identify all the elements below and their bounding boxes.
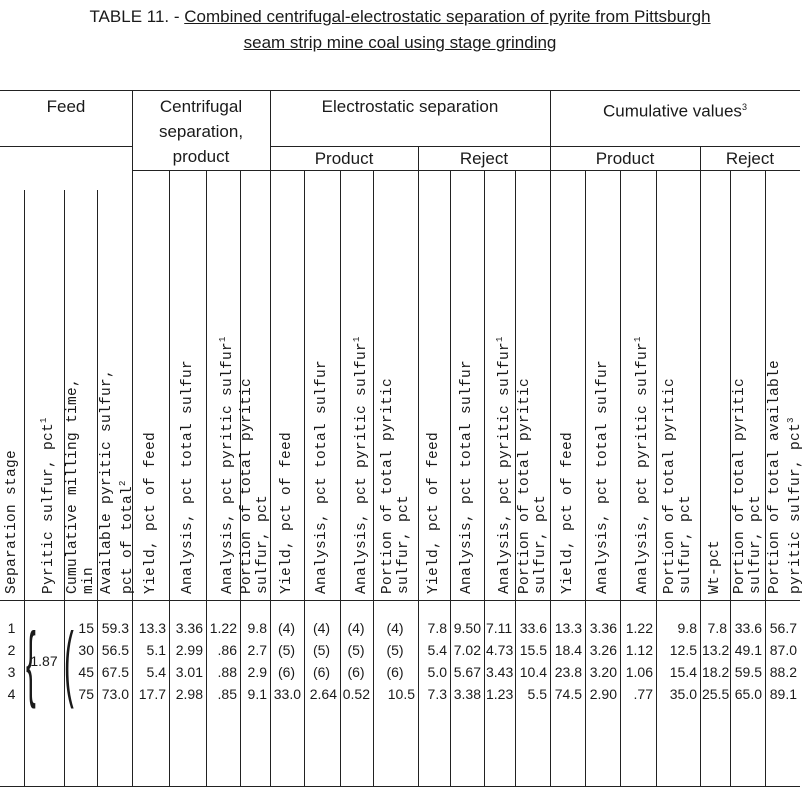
cell-cr_wt-row-4: 25.5 bbox=[702, 686, 730, 702]
cell-avail-row-1: 59.3 bbox=[101, 620, 129, 636]
col-header-c_port-l2: sulfur, pct bbox=[255, 494, 271, 594]
cell-cp_port-row-1: 9.8 bbox=[677, 620, 697, 636]
group-cum-product: Product bbox=[595, 149, 655, 168]
col-header-avail-l2: pct of total$^2$ bbox=[117, 480, 136, 594]
cell-ep_yield-row-2: (5) bbox=[277, 642, 296, 658]
col-header-cp_ps: Analysis, pct pyritic sulfur$^1$ bbox=[633, 336, 651, 594]
group-centrifugal-l3: product bbox=[172, 147, 230, 166]
col-header-c_yield: Yield, pct of feed bbox=[142, 431, 159, 594]
cell-c_ps-row-3: .88 bbox=[217, 664, 237, 680]
cell-ep_yield-row-4: 33.0 bbox=[273, 686, 301, 702]
cell-cp_ts-row-4: 2.90 bbox=[589, 686, 617, 702]
cell-er_ts-row-4: 3.38 bbox=[453, 686, 481, 702]
bottom-rule bbox=[0, 786, 800, 787]
footnote-mark: 2 bbox=[117, 480, 128, 486]
cell-cr_avail-row-2: 87.0 bbox=[769, 642, 797, 658]
col-header-pyr_s: Pyritic sulfur, pct$^1$ bbox=[39, 417, 57, 594]
cell-cr_wt-row-1: 7.8 bbox=[707, 620, 727, 636]
cell-c_yield-row-4: 17.7 bbox=[138, 686, 166, 702]
cell-er_ps-row-3: 3.43 bbox=[486, 664, 514, 680]
footnote-mark: 1 bbox=[218, 336, 228, 342]
column-divider-cp_yield bbox=[585, 170, 586, 786]
cell-c_ts-row-4: 2.98 bbox=[175, 686, 203, 702]
cell-cr_port-row-1: 33.6 bbox=[734, 620, 762, 636]
cell-ep_yield-row-1: (4) bbox=[277, 620, 296, 636]
cell-cp_port-row-4: 35.0 bbox=[669, 686, 697, 702]
cell-cp_port-row-3: 15.4 bbox=[669, 664, 697, 680]
cell-c_ps-row-2: .86 bbox=[217, 642, 237, 658]
cell-c_ts-row-2: 2.99 bbox=[175, 642, 203, 658]
cell-c_port-row-1: 9.8 bbox=[247, 620, 267, 636]
top-rule bbox=[0, 90, 800, 91]
cell-cr_port-row-2: 49.1 bbox=[734, 642, 762, 658]
col-header-stage: Separation stage bbox=[4, 449, 20, 594]
cell-cp_ps-row-4: .77 bbox=[633, 686, 653, 702]
cell-stage-row-3: 3 bbox=[7, 664, 16, 680]
data-table bbox=[0, 88, 803, 788]
cell-er_ps-row-1: 7.11 bbox=[486, 620, 513, 636]
cell-er_ts-row-1: 9.50 bbox=[453, 620, 481, 636]
cell-ep_ps-row-1: (4) bbox=[347, 620, 365, 636]
cell-stage-row-2: 2 bbox=[7, 642, 16, 658]
col-header-er_yield: Yield, pct of feed bbox=[426, 431, 442, 594]
col-header-ep_ts: Analysis, pct total sulfur bbox=[314, 359, 330, 594]
cell-c_yield-row-3: 5.4 bbox=[146, 664, 166, 680]
col-header-er_port: Portion of total pyritic bbox=[516, 377, 533, 594]
cell-ep_ps-row-3: (6) bbox=[347, 664, 365, 680]
column-divider-er_ts bbox=[484, 170, 485, 786]
group-es-product: Product bbox=[314, 149, 374, 168]
cell-cr_avail-row-4: 89.1 bbox=[769, 686, 797, 702]
cell-avail-row-4: 73.0 bbox=[101, 686, 129, 702]
cell-ep_port-row-3: (6) bbox=[386, 664, 404, 680]
col-header-ep_port-l2: sulfur, pct bbox=[395, 494, 412, 594]
col-header-mill: Cumulative milling time, bbox=[64, 377, 81, 594]
column-divider-er_port bbox=[550, 90, 551, 786]
col-header-c_port: Portion of total pyritic bbox=[239, 377, 255, 594]
cell-cp_ps-row-3: 1.06 bbox=[625, 664, 653, 680]
column-divider-cr_port bbox=[765, 170, 766, 786]
col-header-cp_ts: Analysis, pct total sulfur bbox=[594, 359, 611, 594]
brace-right: ( bbox=[64, 615, 74, 709]
cell-mill-row-1: 15 bbox=[78, 620, 94, 636]
column-divider-c_yield bbox=[169, 170, 170, 786]
cell-cr_avail-row-3: 88.2 bbox=[769, 664, 797, 680]
title-line-2: seam strip mine coal using stage grinding bbox=[243, 33, 557, 52]
column-divider-cp_ps bbox=[656, 170, 657, 786]
cell-er_port-row-2: 15.5 bbox=[519, 642, 547, 658]
cell-cr_avail-row-1: 56.7 bbox=[769, 620, 797, 636]
cell-er_yield-row-3: 5.0 bbox=[427, 664, 447, 680]
cell-cp_ts-row-1: 3.36 bbox=[589, 620, 617, 636]
cell-c_yield-row-1: 13.3 bbox=[138, 620, 166, 636]
cell-er_port-row-1: 33.6 bbox=[519, 620, 547, 636]
cell-cp_yield-row-2: 18.4 bbox=[554, 642, 582, 658]
cell-cr_port-row-3: 59.5 bbox=[734, 664, 762, 680]
col-header-cp_port: Portion of total pyritic bbox=[662, 377, 678, 594]
col-header-cr_avail: Portion of total available bbox=[766, 359, 783, 594]
cell-ep_port-row-1: (4) bbox=[386, 620, 404, 636]
col-header-er_ts: Analysis, pct total sulfur bbox=[459, 359, 475, 594]
cell-cp_yield-row-4: 74.5 bbox=[554, 686, 582, 702]
cell-avail-row-2: 56.5 bbox=[101, 642, 129, 658]
cell-c_ts-row-1: 3.36 bbox=[175, 620, 203, 636]
column-divider-avail bbox=[132, 90, 133, 786]
table-title bbox=[0, 4, 800, 56]
cell-er_yield-row-2: 5.4 bbox=[427, 642, 447, 658]
cell-cp_ps-row-1: 1.22 bbox=[625, 620, 653, 636]
cell-cp_ps-row-2: 1.12 bbox=[625, 642, 653, 658]
cell-cr_wt-row-2: 13.2 bbox=[702, 642, 730, 658]
cell-ep_yield-row-3: (6) bbox=[277, 664, 296, 680]
cell-cp_ts-row-3: 3.20 bbox=[589, 664, 617, 680]
group-rule bbox=[270, 146, 800, 147]
cell-er_yield-row-4: 7.3 bbox=[427, 686, 447, 702]
brace-left: { bbox=[26, 615, 36, 709]
col-header-c_ps: Analysis, pct pyritic sulfur$^1$ bbox=[218, 336, 236, 594]
cell-cr_wt-row-3: 18.2 bbox=[702, 664, 730, 680]
cell-c_port-row-2: 2.7 bbox=[247, 642, 267, 658]
cell-ep_port-row-4: 10.5 bbox=[387, 686, 415, 702]
feed-group-rule bbox=[0, 146, 132, 147]
col-header-cp_port-l2: sulfur, pct bbox=[678, 494, 694, 594]
cell-ep_ps-row-4: 0.52 bbox=[342, 686, 370, 702]
footnote-mark: 1 bbox=[351, 336, 362, 342]
footnote-mark: 3 bbox=[785, 417, 796, 423]
col-header-ep_ps: Analysis, pct pyritic sulfur$^1$ bbox=[351, 336, 370, 594]
footnote-mark: 3 bbox=[741, 102, 747, 112]
cell-er_port-row-3: 10.4 bbox=[519, 664, 547, 680]
col-header-ep_yield: Yield, pct of feed bbox=[279, 431, 295, 594]
column-divider-mill bbox=[97, 190, 98, 786]
col-header-mill-l2: min bbox=[80, 566, 97, 594]
cell-cr_port-row-4: 65.0 bbox=[734, 686, 762, 702]
cell-avail-row-3: 67.5 bbox=[101, 664, 129, 680]
cell-cp_port-row-2: 12.5 bbox=[669, 642, 697, 658]
col-header-cr_port: Portion of total pyritic bbox=[731, 377, 748, 594]
column-divider-cp_port bbox=[700, 146, 701, 786]
column-divider-er_ps bbox=[515, 170, 516, 786]
cell-mill-row-2: 30 bbox=[78, 642, 94, 658]
cell-ep_ts-row-3: (6) bbox=[312, 664, 331, 680]
col-header-er_port-l2: sulfur, pct bbox=[532, 494, 549, 594]
cell-mill-row-4: 75 bbox=[78, 686, 94, 702]
cell-ep_ts-row-1: (4) bbox=[312, 620, 331, 636]
cell-pyr-s-all: 1.87 bbox=[30, 653, 58, 669]
column-divider-ep_ps bbox=[373, 170, 374, 786]
column-divider-stage bbox=[24, 190, 25, 786]
cell-cp_yield-row-3: 23.8 bbox=[554, 664, 582, 680]
column-divider-c_port bbox=[270, 90, 271, 786]
column-divider-cp_ts bbox=[620, 170, 621, 786]
cell-ep_port-row-2: (5) bbox=[386, 642, 404, 658]
cell-c_ts-row-3: 3.01 bbox=[175, 664, 203, 680]
col-header-cr_wt: Wt-pct bbox=[707, 539, 723, 594]
cell-ep_ts-row-4: 2.64 bbox=[309, 686, 337, 702]
cell-ep_ps-row-2: (5) bbox=[347, 642, 365, 658]
column-divider-ep_ts bbox=[340, 170, 341, 786]
column-divider-er_yield bbox=[450, 170, 451, 786]
cell-stage-row-1: 1 bbox=[7, 620, 16, 636]
col-header-ep_port: Portion of total pyritic bbox=[379, 377, 396, 594]
col-header-cp_yield: Yield, pct of feed bbox=[559, 431, 576, 594]
group-electrostatic: Electrostatic separation bbox=[321, 97, 499, 116]
footnote-mark: 1 bbox=[633, 336, 643, 342]
column-divider-cr_wt bbox=[730, 170, 731, 786]
cell-mill-row-3: 45 bbox=[78, 664, 94, 680]
col-header-c_ts: Analysis, pct total sulfur bbox=[179, 359, 196, 594]
column-divider-ep_port bbox=[418, 146, 419, 786]
cell-er_ps-row-2: 4.73 bbox=[486, 642, 514, 658]
column-divider-ep_yield bbox=[304, 170, 305, 786]
cell-er_ts-row-2: 7.02 bbox=[453, 642, 481, 658]
footnote-mark: 1 bbox=[494, 336, 505, 342]
group-cum-reject: Reject bbox=[725, 149, 775, 168]
cell-c_ps-row-1: 1.22 bbox=[209, 620, 237, 636]
cell-stage-row-4: 4 bbox=[7, 686, 16, 702]
group-feed: Feed bbox=[46, 97, 86, 116]
group-es-reject: Reject bbox=[459, 149, 509, 168]
title-line-1: TABLE 11. - Combined centrifugal-electrostatic separation of pyrite from Pittsburgh bbox=[89, 7, 711, 26]
cell-er_ts-row-3: 5.67 bbox=[453, 664, 481, 680]
cell-c_yield-row-2: 5.1 bbox=[146, 642, 166, 658]
cell-c_ps-row-4: .85 bbox=[217, 686, 237, 702]
cell-er_port-row-4: 5.5 bbox=[527, 686, 547, 702]
col-header-avail: Available pyritic sulfur, bbox=[98, 368, 115, 594]
col-header-er_ps: Analysis, pct pyritic sulfur$^1$ bbox=[494, 336, 513, 594]
col-header-cr_port-l2: sulfur, pct bbox=[747, 494, 764, 594]
cell-cp_ts-row-2: 3.26 bbox=[589, 642, 617, 658]
cell-ep_ts-row-2: (5) bbox=[312, 642, 331, 658]
group-cumulative: Cumulative values$^3$ bbox=[603, 101, 747, 121]
cell-c_port-row-3: 2.9 bbox=[247, 664, 267, 680]
col-header-cr_avail-l2: pyritic sulfur, pct$^3$ bbox=[785, 417, 803, 594]
cell-er_ps-row-4: 1.23 bbox=[486, 686, 514, 702]
cell-cp_yield-row-1: 13.3 bbox=[554, 620, 582, 636]
column-divider-c_ts bbox=[206, 170, 207, 786]
header-bottom-rule bbox=[0, 600, 800, 601]
group-centrifugal: Centrifugal bbox=[159, 97, 243, 116]
footnote-mark: 1 bbox=[39, 417, 49, 423]
cell-er_yield-row-1: 7.8 bbox=[427, 620, 447, 636]
group-centrifugal-l2: separation, bbox=[158, 122, 244, 141]
cell-c_port-row-4: 9.1 bbox=[247, 686, 267, 702]
